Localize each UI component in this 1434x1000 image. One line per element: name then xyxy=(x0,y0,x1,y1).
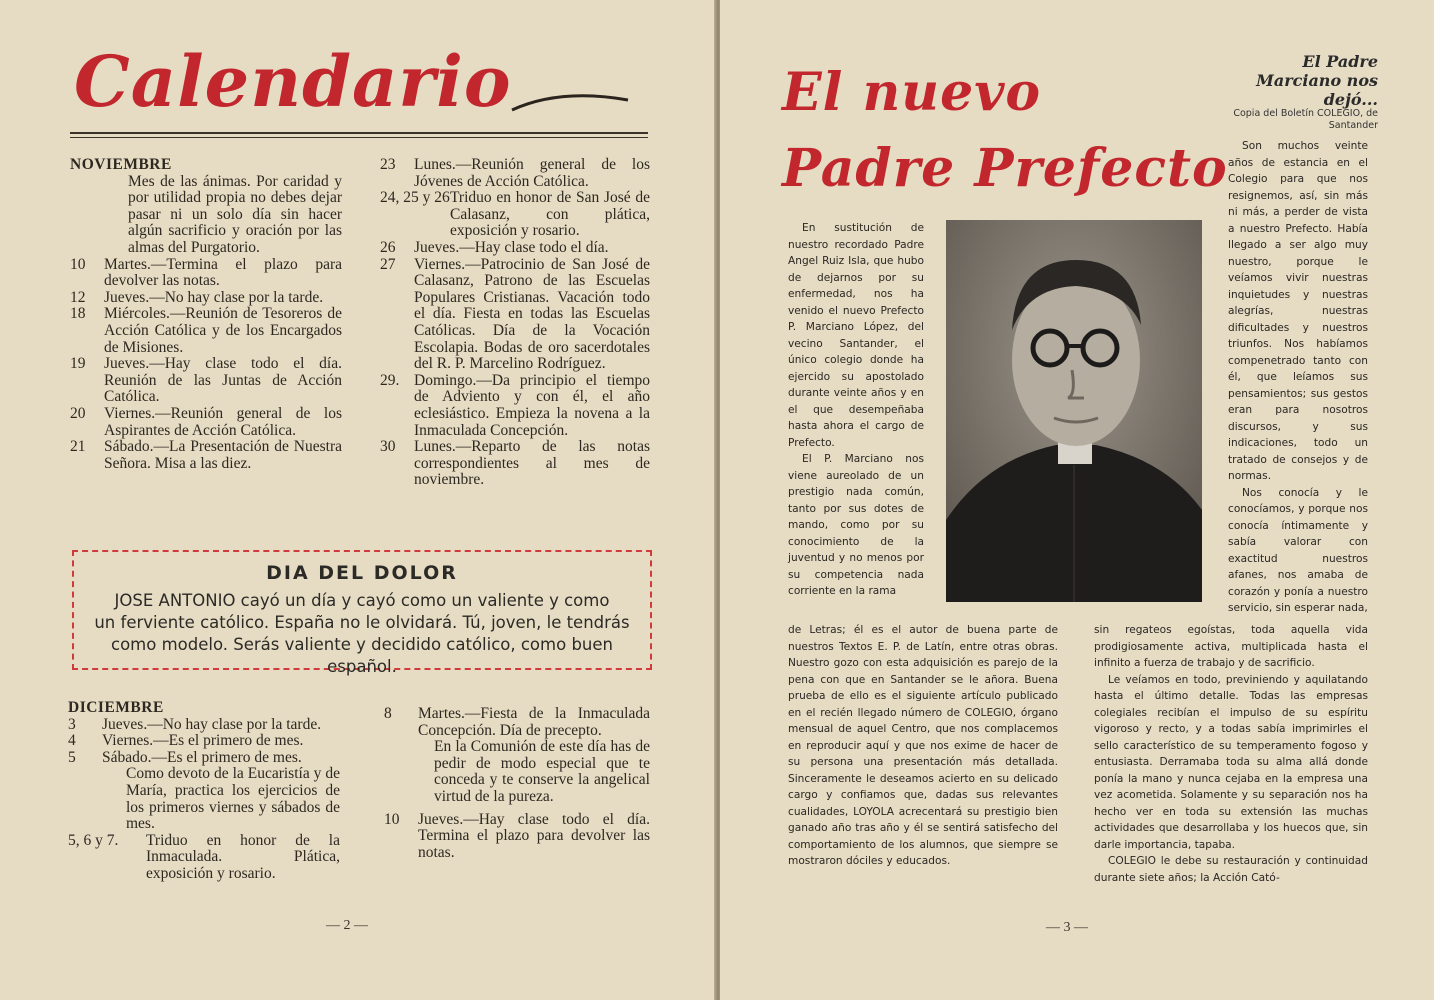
page-left xyxy=(0,0,716,1000)
entry-day: 21 xyxy=(70,438,86,456)
entry-note: Como devoto de la Eucaristía y de María, practica los ejercicios de los primeros viernes y sábados de mes. xyxy=(126,765,340,833)
entry-day: 4 xyxy=(68,732,76,750)
entry-day: 24, 25 y 26 xyxy=(380,189,450,207)
dolor-line-2: un ferviente católico. España no le olvidará. Tú, joven, le tendrás xyxy=(94,613,630,632)
entry-text: Lunes.—Reunión general de los Jóvenes de Acción Católica. xyxy=(414,156,650,190)
entry-day: 12 xyxy=(70,288,86,306)
sidebar-source: Copia del Boletín COLEGIO, de Santander xyxy=(1233,108,1378,131)
sidebar-paragraph: Nos conocía y le conocíamos, y porque nos conocía íntimamente y sabía valorar con exactitud nuestros afanes, nos amaba de corazón y ponía a nuestro servicio, sin esperar nada, xyxy=(1228,486,1368,614)
calendar-entry xyxy=(384,812,650,862)
page-number: — 3 — xyxy=(1046,920,1088,935)
calendar-entry xyxy=(68,733,340,750)
calendar-entry xyxy=(68,750,340,767)
entry-text: Viernes.—Es el primero de mes. xyxy=(102,732,304,750)
dia-del-dolor-box xyxy=(72,550,652,676)
entry-text: Viernes.—Reunión general de los Aspirantes de Acción Católica. xyxy=(104,404,342,439)
calendar-entry xyxy=(380,439,650,489)
entry-text: Jueves.—Hay clase todo el día. Termina el plazo para devolver las notas. xyxy=(418,810,650,861)
title-rule xyxy=(70,132,648,134)
entry-day: 26 xyxy=(380,238,396,256)
entry-text: Sábado.—Es el primero de mes. xyxy=(102,748,302,766)
entry-day: 23 xyxy=(380,156,396,173)
entry-text: Martes.—Termina el plazo para devolver las notas. xyxy=(104,255,342,290)
entry-day: 30 xyxy=(380,438,396,456)
page-number: — 2 — xyxy=(326,918,368,933)
calendar-entry xyxy=(380,190,650,240)
entry-text: Jueves.—Hay clase todo el día. Reunión de las Juntas de Acción Católica. xyxy=(104,355,342,406)
calendar-entry xyxy=(70,306,342,356)
calendar-entry xyxy=(70,439,342,472)
article-title-line-1: El nuevo xyxy=(782,62,1042,123)
article-paragraph: de Letras; él es el autor de buena parte de nuestros Textos E. P. de Latín, entre otras obras. Nuestro gozo con esta adquisición es parejo de la pena con que en Santander se le añora. Buena prueba de ello es el siguiente artículo publicado en el recién llegado número de COLEGIO, órgano mensual de aquel Centro, que nos complacemos en reproducir aquí y que nos exime de hacer de su persona una presentación más detallada. Sinceramente le deseamos acierto en su delicado cargo y confiamos que, dadas sus relevantes cualidades, LOYOLA acrecentará su prestigio bien ganado año tras año y él se sentirá satisfecho del comportamiento de los alumnos, que siempre se mostraron dóciles y educados. xyxy=(788,624,1058,867)
priest-portrait-icon xyxy=(946,220,1202,602)
entry-text: Viernes.—Patrocinio de San José de Calasanz, Patrono de las Escuelas Populares Cristianas. Vacación todo el día. Fiesta en todas las Escuelas Católicas. Día de la Vocación Escolapia. Bodas de oro sacerdotales del R. P. Marcelino Rodríguez. xyxy=(414,255,650,373)
calendar-entry xyxy=(70,406,342,439)
entry-day: 19 xyxy=(70,355,86,373)
entry-text: Triduo en honor de la Inmaculada. Plática, exposición y rosario. xyxy=(146,831,340,882)
sidebar-paragraph: sin regateos egoístas, toda aquella vida prodigiosamente activa, multiplicada hasta el infinito a fuerza de trabajo y de sacrificio. xyxy=(1094,624,1368,669)
calendar-entry xyxy=(70,257,342,290)
calendar-entry xyxy=(380,240,650,257)
entry-text: Martes.—Fiesta de la Inmaculada Concepción. Día de precepto. xyxy=(418,705,650,739)
entry-text: Sábado.—La Presentación de Nuestra Señora. Misa a las diez. xyxy=(104,438,342,472)
entry-text: Jueves.—No hay clase por la tarde. xyxy=(104,288,324,306)
sidebar-column-continued xyxy=(1094,622,1368,886)
entry-note: En la Comunión de este día has de pedir de modo especial que te conceda y te conserve la angelical virtud de la pureza. xyxy=(434,738,650,805)
entry-text: Triduo en honor de San José de Calasanz, con plática, exposición y rosario. xyxy=(450,189,650,240)
article-title-line-2: Padre Prefecto xyxy=(782,138,1228,199)
entry-text: Lunes.—Reparto de las notas correspondientes al mes de noviembre. xyxy=(414,438,650,489)
entry-day: 18 xyxy=(70,305,86,323)
entry-day: 8 xyxy=(384,705,392,722)
entry-day: 3 xyxy=(68,715,76,733)
article-paragraph: En sustitución de nuestro recordado Padre Angel Ruiz Isla, que hubo de dejarnos por su enfermedad, nos ha venido el nuevo Prefecto P. Marciano López, del vecino Santander, el único colegio donde ha ejercido su apostolado durante veinte años y en el que desempeñaba hasta ahora el cargo de Prefecto. xyxy=(788,222,924,449)
dolor-line-1: JOSE ANTONIO cayó un día y cayó como un valiente y como xyxy=(114,591,610,610)
month-intro: Mes de las ánimas. Por caridad y por utilidad propia no debes dejar pasar ni un solo día sin hacer algún sacrificio y oración por las almas del Purgatorio. xyxy=(128,172,342,256)
calendar-entry xyxy=(70,290,342,307)
article-paragraph: El P. Marciano nos viene aureolado de un prestigio nada común, tanto por sus dotes de mando, como por su conocimiento de la juventud y no menos por su competencia nada corriente en la rama xyxy=(788,453,924,597)
calendar-entry xyxy=(68,717,340,734)
entry-text: Domingo.—Da principio el tiempo de Adviento y con él, el año eclesiástico. Empieza la novena a la Inmaculada Concepción. xyxy=(414,371,650,439)
calendar-entry xyxy=(380,373,650,439)
noviembre-column-1 xyxy=(70,157,342,472)
article-column-1-continued xyxy=(788,622,1058,870)
dolor-line-3: como modelo. Serás valiente y decidido católico, como buen español. xyxy=(111,635,613,676)
entry-day: 10 xyxy=(70,255,86,273)
swoosh-ornament-icon xyxy=(510,86,630,116)
title-rule-thin xyxy=(70,137,648,138)
entry-day: 20 xyxy=(70,404,86,422)
calendar-entry xyxy=(384,706,650,739)
calendar-entry xyxy=(68,833,340,883)
calendar-title: Calendario xyxy=(74,40,512,123)
noviembre-column-2 xyxy=(380,157,650,489)
sidebar-column xyxy=(1228,138,1368,617)
page-right xyxy=(720,0,1434,1000)
entry-day: 10 xyxy=(384,810,400,828)
calendar-entry xyxy=(70,356,342,406)
article-column-1 xyxy=(788,220,924,600)
portrait-photo xyxy=(946,220,1202,602)
sidebar-paragraph: Le veíamos en todo, previniendo y aquilatando hasta el último detalle. Todas las empresas colegiales recibían el impulso de su espíritu vigoroso y recto, y a todas sabía imprimirles el sello característico de su temperamento fogoso y entusiasta. Derramaba toda su alma allá donde ponía la mano y nunca cejaba en la empresa una vez acometida. Solamente y su separación nos ha hecho ver en toda su extensión las muchas actividades que desarrollaba y los huecos que, sin darle importancia, tapaba. xyxy=(1094,673,1368,851)
month-heading: DICIEMBRE xyxy=(68,699,164,716)
entry-text: Jueves.—No hay clase por la tarde. xyxy=(102,715,322,733)
calendar-entry xyxy=(380,157,650,190)
diciembre-column-2 xyxy=(384,706,650,861)
entry-day: 27 xyxy=(380,255,396,273)
entry-text: Miércoles.—Reunión de Tesoreros de Acción Católica y de los Encargados de Misiones. xyxy=(104,305,342,356)
sidebar-paragraph: COLEGIO le debe su restauración y continuidad durante siete años; la Acción Cató- xyxy=(1094,855,1368,884)
entry-day: 29. xyxy=(380,371,400,389)
entry-day: 5, 6 y 7. xyxy=(68,831,119,849)
sidebar-paragraph: Son muchos veinte años de estancia en el Colegio para que nos resignemos, así, sin más ni más, a perder de vista a nuestro Prefecto. Había llegado a ser algo muy nuestro, porque le veíamos vivir nuestras inquietudes y nuestras alegrías, nuestras dificultades y nuestros triunfos. Nos habíamos compenetrado tanto con él, que leíamos sus pensamientos; sus gestos eran para nosotros discursos, y sus indicaciones, todo un tratado de consejos y de normas. xyxy=(1228,140,1368,482)
sidebar-title: El Padre Marciano nos dejó... xyxy=(1256,52,1378,109)
entry-day: 5 xyxy=(68,748,76,766)
entry-text: Jueves.—Hay clase todo el día. xyxy=(414,238,609,256)
dolor-heading: DIA DEL DOLOR xyxy=(266,562,458,584)
month-heading: NOVIEMBRE xyxy=(70,156,172,173)
calendar-entry xyxy=(380,257,650,373)
diciembre-column-1 xyxy=(68,700,340,883)
